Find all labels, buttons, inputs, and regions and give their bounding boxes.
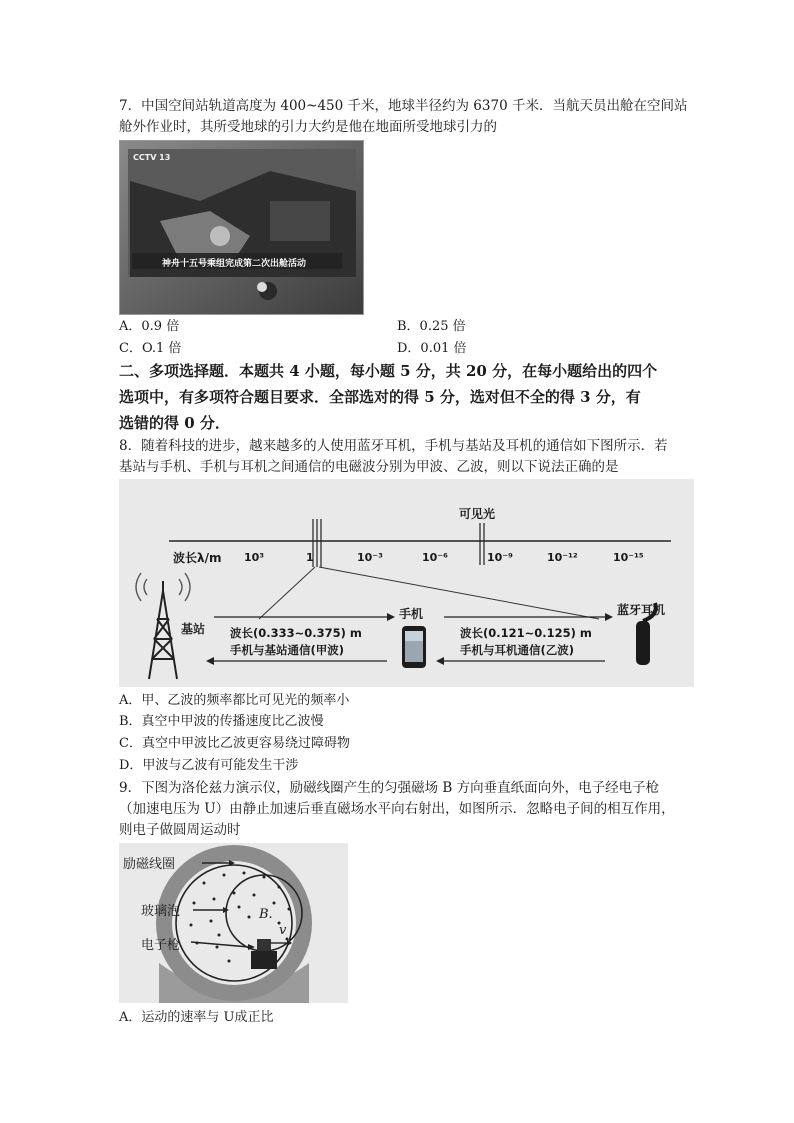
base-station-label: 基站 bbox=[181, 622, 206, 636]
spacewalk-photo-art bbox=[120, 141, 363, 314]
spacewalk-photo bbox=[119, 140, 364, 315]
bulb-label: 玻璃泡 bbox=[141, 904, 181, 919]
photo-caption: 神舟十五号乘组完成第二次出舱活动 bbox=[162, 259, 307, 269]
velocity-label: v bbox=[279, 923, 287, 938]
cctv-logo: CCTV 13 bbox=[133, 153, 171, 162]
q7-text-line2: 舱外作业时，其所受地球的引力大约是他在地面所受地球引力的 bbox=[119, 119, 497, 135]
q7-text-line1: 7．中国空间站轨道高度为 400~450 千米，地球半径约为 6370 千米．当航天员出舱在空间站 bbox=[119, 98, 688, 114]
q9-text-line1: 9．下图为洛伦兹力演示仪，励磁线圈产生的匀强磁场 B 方向垂直纸面向外，电子经电子枪 bbox=[119, 780, 660, 796]
tick-1e-9: 10⁻⁹ bbox=[487, 551, 513, 564]
phone-label: 手机 bbox=[399, 607, 424, 621]
q8-option-c: C．真空中甲波比乙波更容易绕过障碍物 bbox=[119, 736, 350, 751]
q7-option-a: A．0.9 倍 bbox=[119, 319, 180, 334]
electron-gun-body bbox=[257, 939, 271, 953]
q9-text-line3: 则电子做圆周运动时 bbox=[119, 822, 241, 838]
b-field-label: B. bbox=[259, 907, 273, 922]
yi-wavelength-range: 波长(0.121~0.125) m bbox=[460, 626, 592, 640]
q7-option-c: C．O.1 倍 bbox=[119, 341, 182, 356]
section2-line3: 选错的得 0 分． bbox=[119, 414, 230, 432]
q9-option-a: A．运动的速率与 U成正比 bbox=[119, 1010, 274, 1025]
tick-1: 1 bbox=[306, 551, 314, 564]
tick-1e-15: 10⁻¹⁵ bbox=[613, 551, 644, 564]
jia-wave-desc: 手机与基站通信(甲波) bbox=[230, 643, 345, 657]
yi-wave-desc: 手机与耳机通信(乙波) bbox=[460, 643, 575, 657]
gun-label: 电子枪 bbox=[141, 938, 181, 953]
q8-text-line2: 基站与手机、手机与耳机之间通信的电磁波分别为甲波、乙波，则以下说法正确的是 bbox=[119, 459, 619, 475]
earphone-label: 蓝牙耳机 bbox=[617, 603, 666, 617]
fan-line-right bbox=[319, 567, 599, 619]
fan-line-left bbox=[259, 567, 315, 619]
lorentz-demonstrator-figure bbox=[119, 843, 348, 1003]
axis-label: 波长λ/m bbox=[173, 551, 222, 565]
q9-text-line2: （加速电压为 U）由静止加速后垂直磁场水平向右射出，如图所示．忽略电子间的相互作用， bbox=[119, 801, 675, 817]
q8-option-d: D．甲波与乙波有可能发生干涉 bbox=[119, 758, 299, 773]
q8-text-line1: 8．随着科技的进步，越来越多的人使用蓝牙耳机，手机与基站及耳机的通信如下图所示．若 bbox=[119, 438, 668, 454]
phone-icon bbox=[402, 626, 426, 668]
section2-line2: 选项中，有多项符合题目要求．全部选对的得 5 分，选对但不全的得 3 分，有 bbox=[119, 388, 641, 406]
visible-light-label: 可见光 bbox=[459, 507, 496, 521]
q8-option-b: B．真空中甲波的传播速度比乙波慢 bbox=[119, 714, 324, 729]
coil-label: 励磁线圈 bbox=[123, 857, 176, 872]
em-spectrum-figure bbox=[119, 479, 694, 687]
tick-1e-6: 10⁻⁶ bbox=[422, 551, 448, 564]
section2-line1: 二、多项选择题．本题共 4 小题，每小题 5 分，共 20 分，在每小题给出的四个 bbox=[119, 362, 658, 380]
tick-1e3: 10³ bbox=[244, 551, 265, 564]
jia-wavelength-range: 波长(0.333~0.375) m bbox=[230, 626, 362, 640]
q7-option-d: D．0.01 倍 bbox=[397, 341, 467, 356]
q7-option-b: B．0.25 倍 bbox=[397, 319, 466, 334]
tick-1e-12: 10⁻¹² bbox=[547, 551, 578, 564]
tick-1e-3: 10⁻³ bbox=[357, 551, 383, 564]
q8-option-a: A．甲、乙波的频率都比可见光的频率小 bbox=[119, 693, 350, 708]
em-spectrum-diagram bbox=[119, 479, 694, 687]
